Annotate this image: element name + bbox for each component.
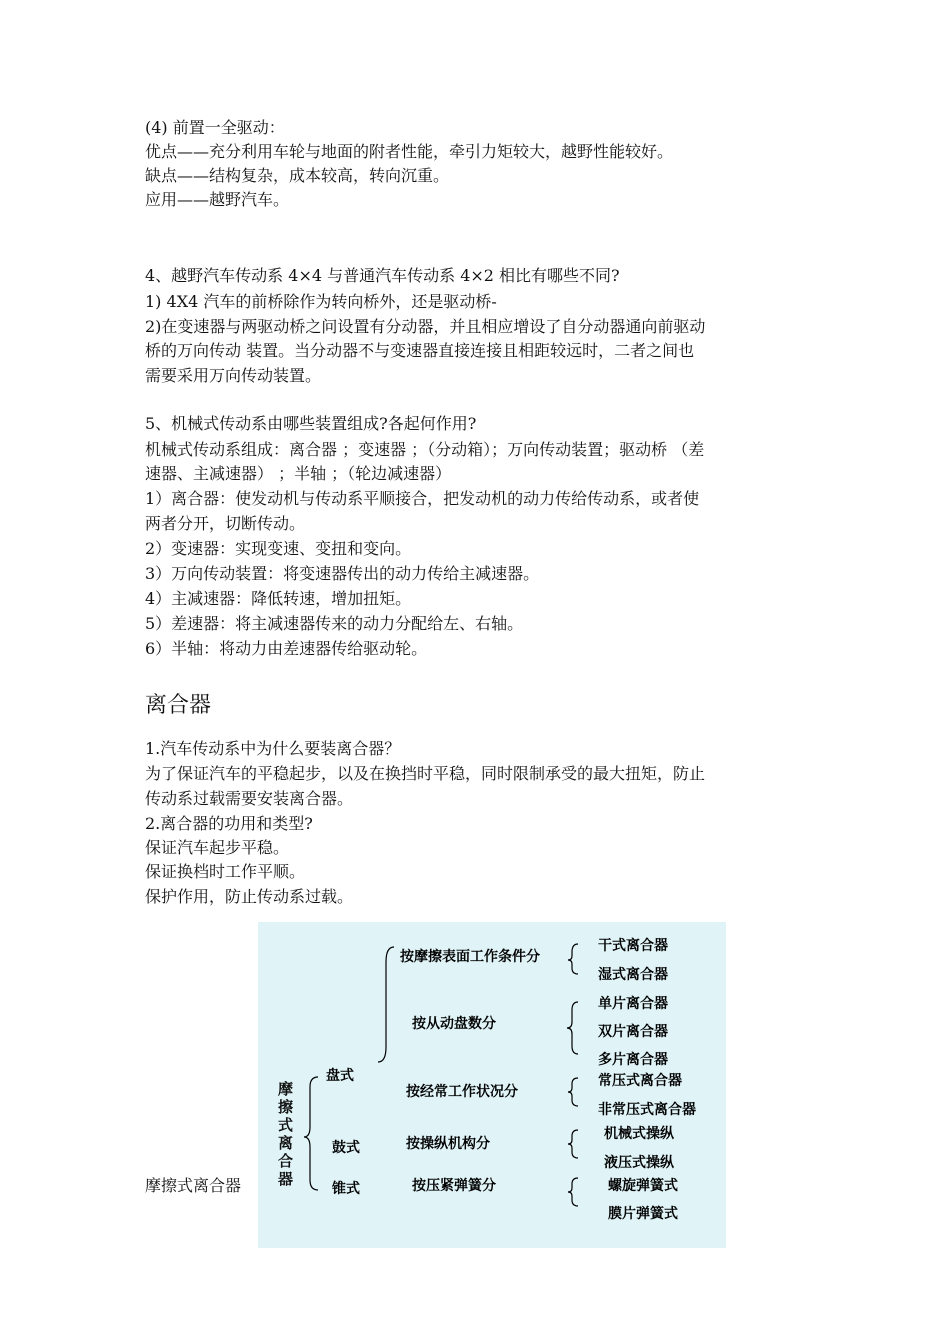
category-label-2: 按从动盘数分: [412, 1016, 496, 1032]
q5-item-4: 4）主减速器：降低转速，增加扭矩。: [145, 589, 412, 608]
root-label: 摩擦式离合器: [278, 1080, 294, 1188]
q4-answer-2-line-3: 需要采用万向传动装置。: [145, 366, 322, 385]
item-single-plate: 单片离合器: [598, 996, 668, 1012]
root-bracket: [304, 1077, 318, 1190]
drive-application: 应用——越野汽车。: [145, 190, 290, 209]
q5-components-line-2: 速器、主减速器） ；半轴 ；（轮边减速器）: [145, 464, 452, 483]
clutch-function-1: 保证汽车起步平稳。: [145, 838, 290, 857]
clutch-heading: 离合器: [145, 693, 212, 718]
category-label-5: 按压紧弹簧分: [412, 1178, 496, 1194]
q5-item-6: 6）半轴：将动力由差速器传给驱动轮。: [145, 639, 428, 658]
q5-question: 5、机械式传动系由哪些装置组成?各起何作用?: [145, 414, 477, 433]
category-bracket-2: [567, 1002, 578, 1054]
item-dry-clutch: 干式离合器: [598, 938, 668, 954]
category-label-1: 按摩擦表面工作条件分: [400, 949, 540, 965]
q4-question: 4、越野汽车传动系 4×4 与普通汽车传动系 4×2 相比有哪些不同?: [145, 266, 620, 285]
item-double-plate: 双片离合器: [598, 1024, 668, 1040]
clutch-a1-line-1: 为了保证汽车的平稳起步，以及在换挡时平稳，同时限制承受的最大扭矩，防止: [145, 764, 706, 783]
clutch-q2: 2.离合器的功用和类型?: [145, 814, 313, 833]
category-bracket-5: [568, 1178, 578, 1206]
item-hydraulic-control: 液压式操纵: [604, 1155, 674, 1171]
q4-answer-1: 1) 4X4 汽车的前桥除作为转向桥外，还是驱动桥-: [145, 292, 497, 311]
type-disc: 盘式: [326, 1068, 354, 1084]
item-multi-plate: 多片离合器: [598, 1052, 668, 1068]
clutch-classification-diagram: [258, 922, 726, 1248]
q4-answer-2-line-1: 2)在变速器与两驱动桥之问设置有分动器，并且相应增设了自分动器通向前驱动: [145, 317, 706, 336]
item-non-normally-engaged: 非常压式离合器: [598, 1102, 696, 1118]
q5-item-1-line-2: 两者分开，切断传动。: [145, 514, 306, 533]
types-bracket: [378, 947, 394, 1062]
q4-answer-2-line-2: 桥的万向传动 装置。当分动器不与变速器直接连接且相距较远时，二者之间也: [145, 341, 695, 360]
q5-item-5: 5）差速器：将主减速器传来的动力分配给左、右轴。: [145, 614, 524, 633]
q5-components-line-1: 机械式传动系组成：离合器 ；变速器 ；（分动箱）；万向传动装置；驱动桥 （差: [145, 440, 705, 459]
category-bracket-3: [568, 1078, 578, 1106]
drive-title: (4) 前置一全驱动：: [145, 118, 285, 137]
clutch-function-3: 保护作用，防止传动系过载。: [145, 887, 354, 906]
item-normally-engaged: 常压式离合器: [598, 1073, 682, 1089]
item-wet-clutch: 湿式离合器: [598, 967, 668, 983]
item-diaphragm-spring: 膜片弹簧式: [608, 1206, 678, 1222]
diagram-caption: 摩擦式离合器: [145, 1176, 242, 1195]
drive-disadvantage: 缺点——结构复杂，成本较高，转向沉重。: [145, 166, 450, 185]
q5-item-2: 2）变速器：实现变速、变扭和变向。: [145, 539, 412, 558]
drive-advantage: 优点——充分利用车轮与地面的附者性能，牵引力矩较大，越野性能较好。: [145, 142, 674, 161]
clutch-function-2: 保证换档时工作平顺。: [145, 862, 306, 881]
q5-item-1-line-1: 1）离合器：使发动机与传动系平顺接合，把发动机的动力传给传动系，或者使: [145, 489, 700, 508]
category-label-3: 按经常工作状况分: [406, 1084, 518, 1100]
category-bracket-4: [568, 1130, 578, 1158]
type-cone: 锥式: [332, 1181, 360, 1197]
category-bracket-1: [568, 944, 578, 974]
q5-item-3: 3）万向传动装置：将变速器传出的动力传给主减速器。: [145, 564, 540, 583]
clutch-q1: 1.汽车传动系中为什么要装离合器？: [145, 739, 401, 758]
type-drum: 鼓式: [332, 1140, 360, 1156]
clutch-a1-line-2: 传动系过载需要安装离合器。: [145, 789, 354, 808]
category-label-4: 按操纵机构分: [406, 1136, 490, 1152]
item-mechanical-control: 机械式操纵: [604, 1126, 674, 1142]
item-coil-spring: 螺旋弹簧式: [608, 1178, 678, 1194]
